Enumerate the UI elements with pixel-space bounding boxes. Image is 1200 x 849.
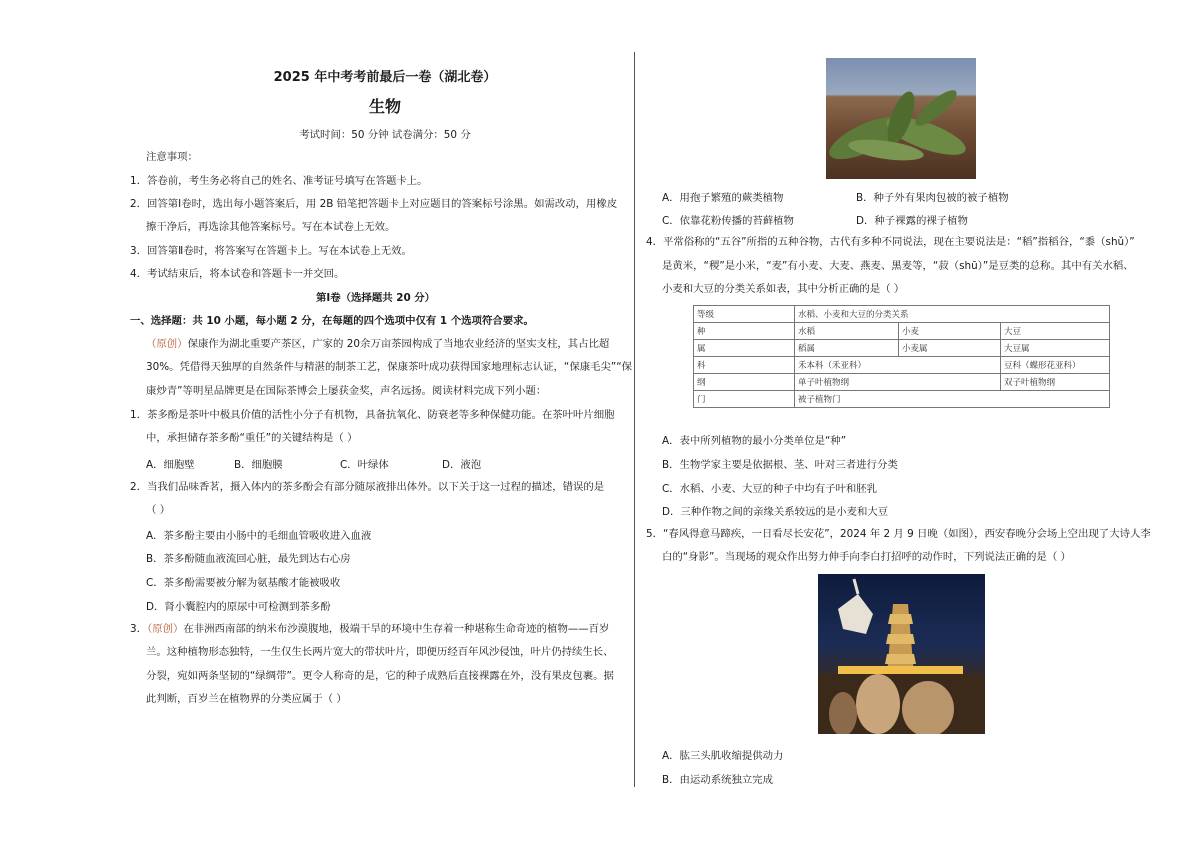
- table-cell: 小麦属: [899, 340, 1001, 357]
- q4-option-a: A．表中所列植物的最小分类单位是“种”: [662, 435, 847, 447]
- q5-option-a: A．肱三头肌收缩提供动力: [662, 750, 784, 762]
- q3-option-b: B．种子外有果肉包被的被子植物: [856, 192, 1009, 204]
- column-divider: [634, 52, 635, 787]
- q3-stem: 分裂，宛如两条坚韧的“绿绸带”。更令人称奇的是，它的种子成熟后直接裸露在外，没有果皮包裹。据: [146, 670, 614, 682]
- gala-night-photo: [818, 574, 985, 734]
- table-row: [694, 340, 1110, 357]
- notice-item: 2．回答第Ⅰ卷时，选出每小题答案后，用 2B 铅笔把答题卡上对应题目的答案标号涂黑。如需改动，用橡皮: [130, 198, 618, 210]
- table-row: [694, 357, 1110, 374]
- q2-option-b: B．茶多酚随血液流回心脏，最先到达右心房: [146, 553, 351, 565]
- exam-title: 2025 年中考考前最后一卷（湖北卷）: [273, 70, 497, 85]
- q4-stem: 4．平常俗称的“五谷”所指的五种谷物，古代有多种不同说法，现在主要说法是：“稻”指稻谷，“黍（shǔ）”: [646, 236, 1135, 248]
- q1-option-c: C．叶绿体: [340, 459, 389, 471]
- table-cell: 大豆: [1001, 323, 1110, 340]
- table-row: [694, 323, 1110, 340]
- original-tag: （原创）: [146, 338, 188, 350]
- table-cell: 大豆属: [1001, 340, 1110, 357]
- q3-stem: 兰。这种植物形态独特，一生仅生长两片宽大的带状叶片，即便历经百年风沙侵蚀，叶片仍持续生长、: [146, 646, 614, 658]
- q1-stem: 1．茶多酚是茶叶中极具价值的活性小分子有机物，具备抗氧化、防衰老等多种保健功能。在茶叶叶片细胞: [130, 409, 615, 421]
- table-cell: 等级: [694, 306, 795, 323]
- table-cell: 双子叶植物纲: [1001, 374, 1110, 391]
- table-cell: 门: [694, 391, 795, 408]
- table-cell: 水稻、小麦和大豆的分类关系: [795, 306, 1110, 323]
- q1-option-d: D．液泡: [442, 459, 482, 471]
- passage-line: 30%。凭借得天独厚的自然条件与精湛的制茶工艺，保康茶叶成功获得国家地理标志认证，“保康毛尖”“保: [146, 361, 633, 373]
- section-instruction: 一、选择题：共 10 小题，每小题 2 分，在每题的四个选项中仅有 1 个选项符合要求。: [130, 315, 534, 327]
- table-cell: 稻属: [795, 340, 899, 357]
- q2-option-a: A．茶多酚主要由小肠中的毛细血管吸收进入血液: [146, 530, 372, 542]
- table-cell: 属: [694, 340, 795, 357]
- q2-option-d: D．肾小囊腔内的原尿中可检测到茶多酚: [146, 601, 331, 613]
- q3-option-a: A．用孢子繁殖的蕨类植物: [662, 192, 784, 204]
- q4-stem: 是黄米，“稷”是小米，“麦”有小麦、大麦、燕麦、黑麦等，“菽（shū）”是豆类的总称。其中有关水稻、: [662, 260, 1134, 272]
- table-cell: 单子叶植物纲: [795, 374, 1001, 391]
- original-tag: （原创）: [147, 623, 184, 635]
- table-cell: 水稻: [795, 323, 899, 340]
- q4-option-b: B．生物学家主要是依据根、茎、叶对三者进行分类: [662, 459, 898, 471]
- table-cell: 小麦: [899, 323, 1001, 340]
- q4-stem: 小麦和大豆的分类关系如表，其中分析正确的是（ ）: [662, 283, 905, 295]
- q3-option-c: C．依靠花粉传播的苔藓植物: [662, 215, 794, 227]
- subject-title: 生物: [368, 97, 401, 116]
- q4-option-d: D．三种作物之间的亲缘关系较远的是小麦和大豆: [662, 506, 889, 518]
- notice-item: 3．回答第Ⅱ卷时，将答案写在答题卡上。写在本试卷上无效。: [130, 245, 412, 257]
- q1-option-a: A．细胞壁: [146, 459, 195, 471]
- notice-heading: 注意事项：: [146, 151, 198, 163]
- table-cell: 禾本科（禾亚科）: [795, 357, 1001, 374]
- q3-stem: 此判断，百岁兰在植物界的分类应属于（ ）: [146, 693, 347, 705]
- q1-option-b: B．细胞膜: [234, 459, 283, 471]
- section-title: 第Ⅰ卷（选择题共 20 分）: [316, 292, 436, 304]
- notice-item: 擦干净后，再选涂其他答案标号。写在本试卷上无效。: [146, 221, 396, 233]
- q3-stem: 3．（原创）在非洲西南部的纳米布沙漠腹地，极端干旱的环境中生存着一种堪称生命奇迹的植物——百岁: [130, 623, 610, 635]
- table-cell: 纲: [694, 374, 795, 391]
- table-row: [694, 391, 1110, 408]
- q2-stem: 2．当我们品味香茗，摄入体内的茶多酚会有部分随尿液排出体外。以下关于这一过程的描述，错误的是: [130, 481, 605, 493]
- q4-option-c: C．水稻、小麦、大豆的种子中均有子叶和胚乳: [662, 483, 878, 495]
- q2-option-c: C．茶多酚需要被分解为氨基酸才能被吸收: [146, 577, 341, 589]
- passage-line: （原创）保康作为湖北重要产茶区，广家的 20余万亩茶园构成了当地农业经济的坚实支柱，其占比超: [146, 338, 610, 350]
- passage-line: 康炒青”等明星品牌更是在国际茶博会上屡获金奖，声名远扬。阅读材料完成下列小题：: [146, 385, 547, 397]
- exam-info: 考试时间：50 分钟 试卷满分：50 分: [299, 129, 471, 141]
- table-cell: 种: [694, 323, 795, 340]
- table-row: [694, 306, 1110, 323]
- q1-stem: 中，承担储存茶多酚“重任”的关键结构是（ ）: [146, 432, 358, 444]
- table-cell: 被子植物门: [795, 391, 1110, 408]
- table-cell: 科: [694, 357, 795, 374]
- q3-option-d: D．种子裸露的裸子植物: [856, 215, 968, 227]
- classification-table: [693, 305, 1110, 408]
- q5-stem: 5．“春风得意马蹄疾，一日看尽长安花”，2024 年 2 月 9 日晚（如图），西安春晚分会场上空出现了大诗人李: [646, 528, 1151, 540]
- notice-item: 4．考试结束后，将本试卷和答题卡一并交回。: [130, 268, 345, 280]
- q2-stem: （ ）: [146, 504, 171, 516]
- welwitschia-photo: [826, 58, 976, 179]
- notice-item: 1．答卷前，考生务必将自己的姓名、准考证号填写在答题卡上。: [130, 175, 428, 187]
- q5-option-b: B．由运动系统独立完成: [662, 774, 774, 786]
- table-cell: 豆科（蝶形花亚科）: [1001, 357, 1110, 374]
- table-row: [694, 374, 1110, 391]
- q5-stem: 白的“身影”。当现场的观众作出努力伸手向李白打招呼的动作时，下列说法正确的是（ ）: [662, 551, 1071, 563]
